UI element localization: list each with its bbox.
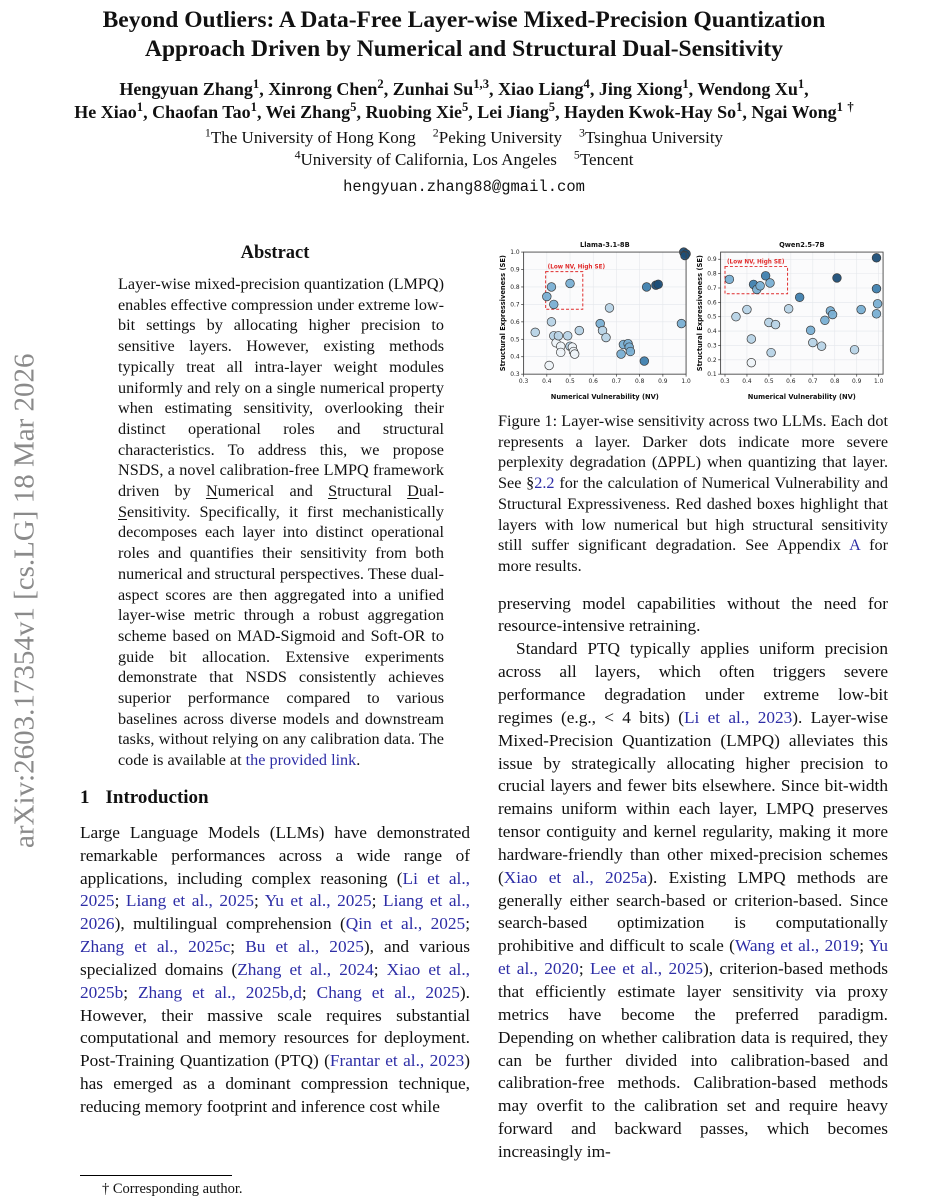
svg-text:0.9: 0.9 <box>852 379 862 386</box>
svg-text:0.3: 0.3 <box>518 379 529 386</box>
author-list <box>0 78 928 124</box>
svg-text:0.8: 0.8 <box>510 284 520 291</box>
title-line-1: Beyond Outliers: A Data-Free Layer-wise Mixed-Precision Quantization <box>102 7 826 33</box>
citation-link[interactable]: Liang et al., 2026 <box>80 891 470 934</box>
affiliations-line-2: $^4$University of California, Los Angeles $^5$Tencent <box>294 147 634 169</box>
figure1-plots <box>498 238 888 404</box>
svg-text:0.7: 0.7 <box>611 379 622 386</box>
abstract-heading: Abstract <box>240 243 310 263</box>
citation-link[interactable]: Li et al., 2023 <box>683 707 793 727</box>
citation-link[interactable]: A <box>849 536 860 555</box>
svg-text:0.7: 0.7 <box>510 302 520 309</box>
citation-link[interactable]: the provided link <box>245 751 357 770</box>
svg-text:0.6: 0.6 <box>786 379 796 386</box>
citation-link[interactable]: Xiao et al., 2025b <box>80 959 470 1002</box>
footnote <box>80 1175 470 1200</box>
svg-text:0.4: 0.4 <box>742 379 752 386</box>
title-line-2: Approach Driven by Numerical and Structural Dual-Sensitivity <box>145 36 783 62</box>
paper-header <box>0 6 928 196</box>
svg-text:0.4: 0.4 <box>542 379 552 386</box>
citation-link[interactable]: Qin et al., 2025 <box>345 914 466 934</box>
svg-text:0.2: 0.2 <box>707 357 717 364</box>
svg-text:0.1: 0.1 <box>707 372 717 379</box>
svg-text:0.8: 0.8 <box>634 379 645 386</box>
citation-link[interactable]: Wang et al., 2019 <box>734 936 860 956</box>
affiliations <box>0 127 928 171</box>
introduction-paragraph: Large Language Models (LLMs) have demonstrated remarkable performances across a wide range of applications, including complex reasoning (Li et al., 2025; Liang et al., 2025; Yu et al., 2025; Liang et al., 2026), multilingual comprehension (Qin et al., 2025; Zhang et al., 2025c; Bu et al., 2025), and various specialized domains (Zhang et al., 2024; Xiao et al., 2025b; Zhang et al., 2025b,d; Chang et al., 2025). However, their massive scale requires substantial computational and memory resources for deployment. Post-Training Quantization (PTQ) (Frantar et al., 2023) has emerged as a dominant compression technique, reducing memory footprint and inference cost while <box>80 822 470 1116</box>
svg-text:1.0: 1.0 <box>681 379 691 386</box>
figure1 <box>498 238 888 577</box>
citation-link[interactable]: Lee et al., 2025 <box>589 959 704 979</box>
authors-line-2: He Xiao$^1$, Chaofan Tao$^1$, Wei Zhang$^5$, Ruobing Xie$^5$, Lei Jiang$^5$, Hayden Kwok-Hay So$^1$, Ngai Wong$^1$ † <box>74 100 854 122</box>
figure1-caption: Figure 1: Layer-wise sensitivity across two LLMs. Each dot represents a layer. Darker dots indicate more severe perplexity degradation (ΔPPL) when quantizing that layer. See §2.2 for the calculation of Numerical Vulnerability and Structural Expressiveness. Red dashed boxes highlight that layers with low numerical but high structural sensitivity still suffer significant degradation. See Appendix A for more results. <box>498 412 888 575</box>
svg-text:0.6: 0.6 <box>510 319 520 326</box>
svg-text:0.4: 0.4 <box>510 354 520 361</box>
citation-link[interactable]: Chang et al., 2025 <box>316 982 460 1002</box>
svg-text:1.0: 1.0 <box>510 250 520 257</box>
svg-text:0.8: 0.8 <box>707 271 717 278</box>
svg-text:(Low NV, High SE): (Low NV, High SE) <box>547 264 606 271</box>
svg-text:Llama-3.1-8B: Llama-3.1-8B <box>579 241 630 250</box>
citation-link[interactable]: Frantar et al., 2023 <box>329 1051 465 1071</box>
svg-text:0.4: 0.4 <box>707 329 717 336</box>
citation-link[interactable]: Zhang et al., 2025c <box>80 937 231 957</box>
citation-link[interactable]: Yu et al., 2020 <box>498 936 888 979</box>
contact-email[interactable]: hengyuan.zhang88@gmail.com <box>343 178 585 196</box>
right-paragraph-2: Standard PTQ typically applies uniform precision across all layers, which often triggers severe performance degradation under extreme low-bit regimes (e.g., < 4 bits) (Li et al., 2023). Layer-wise Mixed-Precision Quantization (LMPQ) alleviates this issue by strategically allocating higher precision to crucial layers and fewer bits elsewhere. Since bit-width remains uniform within each layer, LMPQ preserves tensor contiguity and kernel regularity, making it more hardware-friendly than other mixed-precision schemes (Xiao et al., 2025a). Existing LMPQ methods are generally either search-based or criterion-based. Since search-based optimization is computationally prohibitive and difficult to scale (Wang et al., 2019; Yu et al., 2020; Lee et al., 2025), criterion-based methods that efficiently estimate layer sensitivity via proxy metrics have become the preferred paradigm. Depending on whether calibration data is required, they can be further divided into calibration-based and calibration-free methods. Calibration-based methods may overfit to the calibration set and require heavy forward and backward passes, which becomes increasingly im- <box>498 639 888 1161</box>
svg-text:Structural Expressiveness (SE): Structural Expressiveness (SE) <box>498 255 507 372</box>
citation-link[interactable]: Zhang et al., 2024 <box>237 959 374 979</box>
svg-text:Qwen2.5-7B: Qwen2.5-7B <box>779 241 825 250</box>
svg-text:(Low NV, High SE): (Low NV, High SE) <box>726 259 785 266</box>
section-heading-introduction <box>80 787 470 809</box>
affiliations-line-1: $^1$The University of Hong Kong $^2$Peking University $^3$Tsinghua University <box>204 125 724 147</box>
svg-text:1.0: 1.0 <box>873 379 884 386</box>
scatter-plot-Qwen2.5-7B <box>695 238 888 404</box>
svg-text:0.3: 0.3 <box>720 379 730 386</box>
svg-text:0.3: 0.3 <box>510 372 520 379</box>
citation-link[interactable]: Xiao et al., 2025a <box>503 867 648 887</box>
right-paragraph-1: preserving model capabilities without the need for resource-intensive retraining. <box>498 593 888 636</box>
svg-text:0.5: 0.5 <box>565 379 575 386</box>
section-number: 1 <box>80 786 90 808</box>
svg-text:Structural Expressiveness (SE): Structural Expressiveness (SE) <box>695 255 704 372</box>
svg-text:0.8: 0.8 <box>830 379 840 386</box>
authors-line-1: Hengyuan Zhang$^1$, Xinrong Chen$^2$, Zunhai Su$^{1,3}$, Xiao Liang$^4$, Jing Xiong$^1$, Wendong Xu$^1$, <box>119 77 809 99</box>
svg-text:Numerical Vulnerability (NV): Numerical Vulnerability (NV) <box>550 392 659 401</box>
citation-link[interactable]: Li et al., 2025 <box>80 868 470 911</box>
svg-text:0.9: 0.9 <box>707 257 717 264</box>
svg-text:0.3: 0.3 <box>707 343 717 350</box>
svg-text:0.7: 0.7 <box>808 379 818 386</box>
svg-text:Numerical Vulnerability (NV): Numerical Vulnerability (NV) <box>747 392 856 401</box>
citation-link[interactable]: Liang et al., 2025 <box>125 891 254 911</box>
citation-link[interactable]: Bu et al., 2025 <box>245 937 364 957</box>
citation-link[interactable]: Zhang et al., 2025b,d <box>138 982 302 1002</box>
svg-text:0.9: 0.9 <box>510 267 520 274</box>
svg-text:0.6: 0.6 <box>588 379 598 386</box>
section-title: Introduction <box>105 786 209 808</box>
citation-link[interactable]: Yu et al., 2025 <box>264 891 372 911</box>
svg-text:0.5: 0.5 <box>764 379 774 386</box>
abstract-text: Layer-wise mixed-precision quantization (LMPQ) enables effective compression under extreme low-bit settings by allocating higher precision to sensitive layers. However, existing methods typically treat all intra-layer weight modules uniformly and rely on a single numerical property when estimating sensitivity, overlooking their distinct operational roles and structural characteristics. To address this, we propose NSDS, a novel calibration-free LMPQ framework driven by Numerical and Structural Dual-Sensitivity. Specifically, it first mechanistically decomposes each layer into distinct operational roles and quantifies their sensitivity from both numerical and structural perspectives. These dual-aspect scores are then aggregated into a unified layer-wise metric through a robust aggregation scheme based on MAD-Sigmoid and Soft-OR to guide bit allocation. Extensive experiments demonstrate that NSDS consistently achieves superior performance compared to various baselines across diverse models and downstream tasks, without relying on any calibration data. The code is available at the provided link. <box>118 275 444 770</box>
paper-title <box>40 6 888 64</box>
svg-text:0.6: 0.6 <box>707 300 717 307</box>
footnote-text: † Corresponding author. <box>102 1181 243 1197</box>
svg-text:0.5: 0.5 <box>707 314 717 321</box>
svg-text:0.5: 0.5 <box>510 337 520 344</box>
citation-link[interactable]: 2.2 <box>534 474 555 493</box>
svg-text:0.7: 0.7 <box>707 285 717 292</box>
right-column <box>498 237 888 1200</box>
footnote-rule <box>80 1175 232 1176</box>
arxiv-stamp: arXiv:2603.17354v1 [cs.LG] 18 Mar 2026 <box>8 353 41 849</box>
two-column-body <box>80 237 888 1200</box>
left-column <box>80 237 470 1200</box>
svg-text:0.9: 0.9 <box>658 379 668 386</box>
scatter-plot-Llama-3.1-8B <box>498 238 691 404</box>
